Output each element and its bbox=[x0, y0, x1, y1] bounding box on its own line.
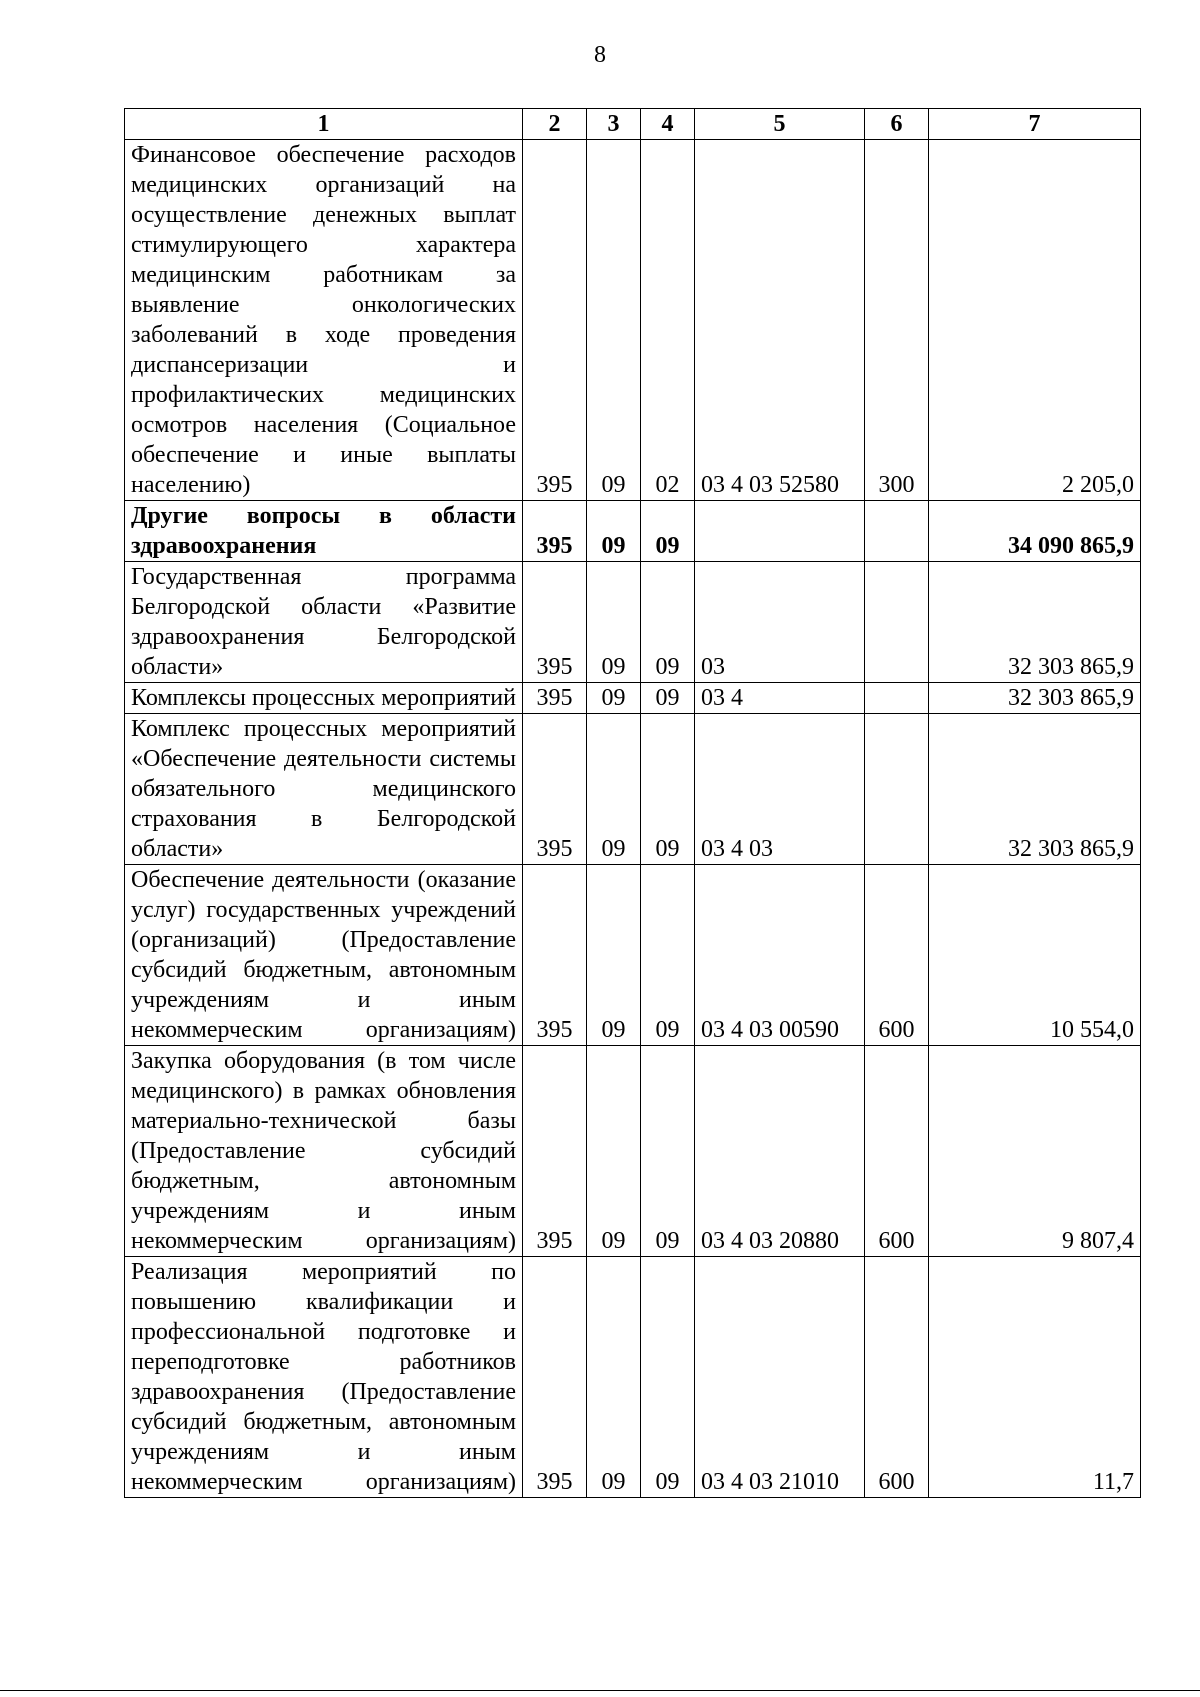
row-ministry-code: 395 bbox=[523, 714, 587, 865]
row-name: Реализация мероприятий по повышению квалификации и профессиональной подготовке и переподготовке работников здравоохранения (Предоставление субсидий бюджетным, автономным учреждениям и иным некоммерческим организациям) bbox=[125, 1257, 523, 1498]
row-expense-type bbox=[865, 714, 929, 865]
row-subsection-code: 09 bbox=[641, 865, 695, 1046]
row-target-code: 03 4 03 bbox=[695, 714, 865, 865]
row-subsection-code: 09 bbox=[641, 562, 695, 683]
row-ministry-code: 395 bbox=[523, 865, 587, 1046]
header-col-5: 5 bbox=[695, 109, 865, 140]
row-subsection-code: 09 bbox=[641, 1257, 695, 1498]
table-row bbox=[125, 683, 1141, 714]
header-col-3: 3 bbox=[587, 109, 641, 140]
row-name: Государственная программа Белгородской области «Развитие здравоохранения Белгородской области» bbox=[125, 562, 523, 683]
row-amount: 11,7 bbox=[929, 1257, 1141, 1498]
row-expense-type: 600 bbox=[865, 865, 929, 1046]
row-name: Финансовое обеспечение расходов медицинских организаций на осуществление денежных выплат стимулирующего характера медицинским работникам за выявление онкологических заболеваний в ходе проведения диспансеризации и профилактических медицинских осмотров населения (Социальное обеспечение и иные выплаты населению) bbox=[125, 140, 523, 501]
header-col-1: 1 bbox=[125, 109, 523, 140]
row-target-code: 03 4 03 52580 bbox=[695, 140, 865, 501]
row-ministry-code: 395 bbox=[523, 501, 587, 562]
row-ministry-code: 395 bbox=[523, 1257, 587, 1498]
header-col-7: 7 bbox=[929, 109, 1141, 140]
row-ministry-code: 395 bbox=[523, 562, 587, 683]
row-expense-type bbox=[865, 501, 929, 562]
row-section-code: 09 bbox=[587, 140, 641, 501]
row-section-code: 09 bbox=[587, 1257, 641, 1498]
table-row bbox=[125, 1046, 1141, 1257]
row-amount: 32 303 865,9 bbox=[929, 562, 1141, 683]
row-subsection-code: 09 bbox=[641, 714, 695, 865]
table-row bbox=[125, 714, 1141, 865]
table-row bbox=[125, 140, 1141, 501]
row-subsection-code: 09 bbox=[641, 1046, 695, 1257]
row-expense-type bbox=[865, 683, 929, 714]
header-col-6: 6 bbox=[865, 109, 929, 140]
row-name: Комплексы процессных мероприятий bbox=[125, 683, 523, 714]
row-section-code: 09 bbox=[587, 501, 641, 562]
row-subsection-code: 09 bbox=[641, 501, 695, 562]
row-section-code: 09 bbox=[587, 683, 641, 714]
row-subsection-code: 09 bbox=[641, 683, 695, 714]
row-section-code: 09 bbox=[587, 1046, 641, 1257]
row-ministry-code: 395 bbox=[523, 1046, 587, 1257]
row-name: Закупка оборудования (в том числе медицинского) в рамках обновления материально-технической базы (Предоставление субсидий бюджетным, автономным учреждениям и иным некоммерческим организациям) bbox=[125, 1046, 523, 1257]
row-target-code: 03 4 bbox=[695, 683, 865, 714]
row-subsection-code: 02 bbox=[641, 140, 695, 501]
page-bottom-rule bbox=[0, 1690, 1200, 1691]
table-row bbox=[125, 865, 1141, 1046]
row-target-code: 03 4 03 00590 bbox=[695, 865, 865, 1046]
row-expense-type: 600 bbox=[865, 1046, 929, 1257]
row-amount: 32 303 865,9 bbox=[929, 683, 1141, 714]
row-amount: 32 303 865,9 bbox=[929, 714, 1141, 865]
row-section-code: 09 bbox=[587, 562, 641, 683]
table-row bbox=[125, 501, 1141, 562]
row-name: Другие вопросы в области здравоохранения bbox=[125, 501, 523, 562]
header-col-2: 2 bbox=[523, 109, 587, 140]
row-amount: 10 554,0 bbox=[929, 865, 1141, 1046]
header-row bbox=[125, 109, 1141, 140]
row-name: Комплекс процессных мероприятий «Обеспечение деятельности системы обязательного медицинского страхования в Белгородской области» bbox=[125, 714, 523, 865]
header-col-4: 4 bbox=[641, 109, 695, 140]
row-ministry-code: 395 bbox=[523, 683, 587, 714]
page-number: 8 bbox=[594, 42, 606, 68]
row-target-code: 03 4 03 20880 bbox=[695, 1046, 865, 1257]
table-row bbox=[125, 562, 1141, 683]
row-amount: 2 205,0 bbox=[929, 140, 1141, 501]
row-section-code: 09 bbox=[587, 714, 641, 865]
row-name: Обеспечение деятельности (оказание услуг) государственных учреждений (организаций) (Предоставление субсидий бюджетным, автономным учреждениям и иным некоммерческим организациям) bbox=[125, 865, 523, 1046]
row-target-code bbox=[695, 501, 865, 562]
row-amount: 34 090 865,9 bbox=[929, 501, 1141, 562]
budget-table bbox=[124, 108, 1141, 1498]
row-expense-type bbox=[865, 562, 929, 683]
row-amount: 9 807,4 bbox=[929, 1046, 1141, 1257]
row-expense-type: 300 bbox=[865, 140, 929, 501]
row-target-code: 03 4 03 21010 bbox=[695, 1257, 865, 1498]
table-row bbox=[125, 1257, 1141, 1498]
row-section-code: 09 bbox=[587, 865, 641, 1046]
row-ministry-code: 395 bbox=[523, 140, 587, 501]
row-target-code: 03 bbox=[695, 562, 865, 683]
row-expense-type: 600 bbox=[865, 1257, 929, 1498]
